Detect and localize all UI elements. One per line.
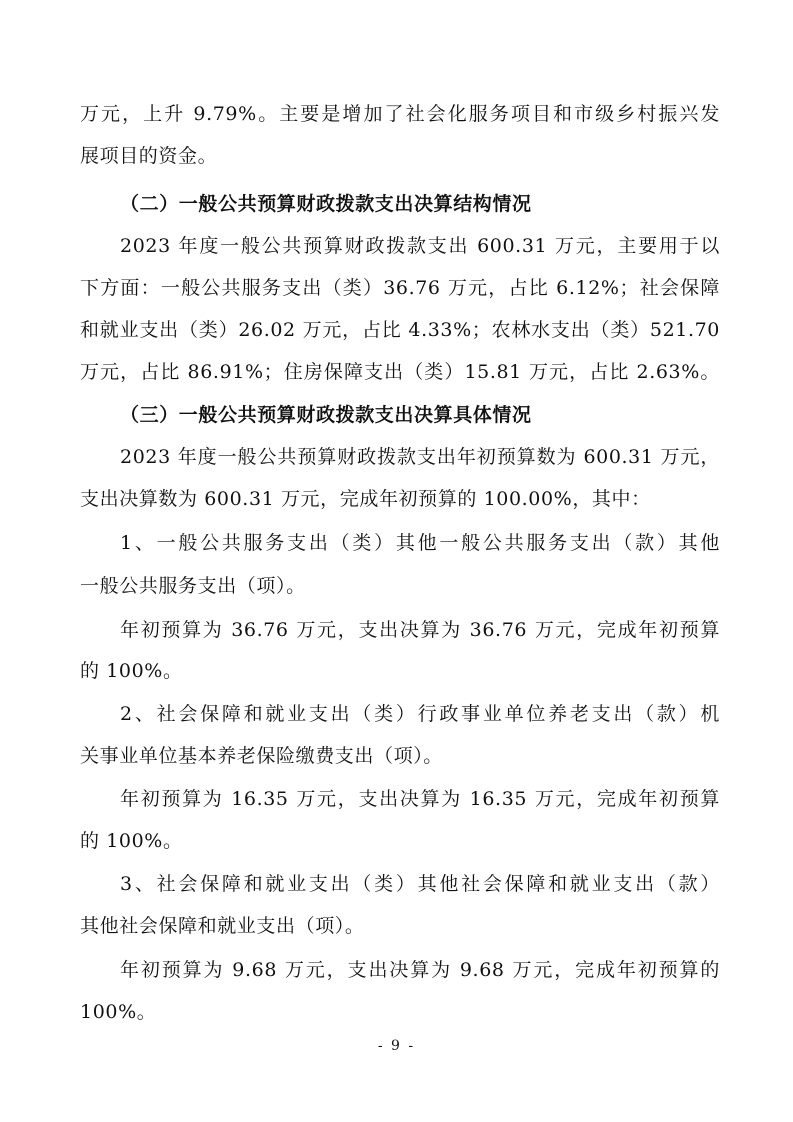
list-item-2: 2、社会保障和就业支出（类）行政事业单位养老支出（款）机 <box>120 703 720 725</box>
paragraph-line: 的 100%。 <box>80 660 183 682</box>
paragraph-line: 年初预算为 16.35 万元，支出决算为 16.35 万元，完成年初预算 <box>120 788 720 810</box>
paragraph-line: 和就业支出（类）26.02 万元，占比 4.33%；农林水支出（类）521.70 <box>80 319 720 341</box>
paragraph-line: 关事业单位基本养老保险缴费支出（项）。 <box>80 745 443 767</box>
paragraph-line: 一般公共服务支出（项）。 <box>80 575 306 597</box>
paragraph-line: 2023 年度一般公共预算财政拨款支出年初预算数为 600.31 万元， <box>120 446 720 468</box>
paragraph-line: 的 100%。 <box>80 830 183 852</box>
page-number: - 9 - <box>377 1038 416 1054</box>
paragraph-line: 万元，占比 86.91%；住房保障支出（类）15.81 万元，占比 2.63%。 <box>80 361 720 383</box>
paragraph-line: 年初预算为 9.68 万元，支出决算为 9.68 万元，完成年初预算的 <box>120 959 720 981</box>
section-heading-details: （三）一般公共预算财政拨款支出决算具体情况 <box>120 404 532 426</box>
paragraph-line: 年初预算为 36.76 万元，支出决算为 36.76 万元，完成年初预算 <box>120 619 720 641</box>
paragraph-line: 其他社会保障和就业支出（项）。 <box>80 915 365 937</box>
section-heading-structure: （二）一般公共预算财政拨款支出决算结构情况 <box>120 193 532 215</box>
list-item-1: 1、一般公共服务支出（类）其他一般公共服务支出（款）其他 <box>120 532 720 554</box>
paragraph-line: 展项目的资金。 <box>80 145 218 167</box>
paragraph-line: 万元，上升 9.79%。主要是增加了社会化服务项目和市级乡村振兴发 <box>80 103 720 125</box>
paragraph-line: 支出决算数为 600.31 万元，完成年初预算的 100.00%，其中： <box>80 488 651 510</box>
paragraph-line: 2023 年度一般公共预算财政拨款支出 600.31 万元，主要用于以 <box>120 235 720 257</box>
paragraph-line: 下方面：一般公共服务支出（类）36.76 万元，占比 6.12%；社会保障 <box>80 277 720 299</box>
paragraph-line: 100%。 <box>80 1001 157 1023</box>
list-item-3: 3、社会保障和就业支出（类）其他社会保障和就业支出（款） <box>120 873 720 895</box>
